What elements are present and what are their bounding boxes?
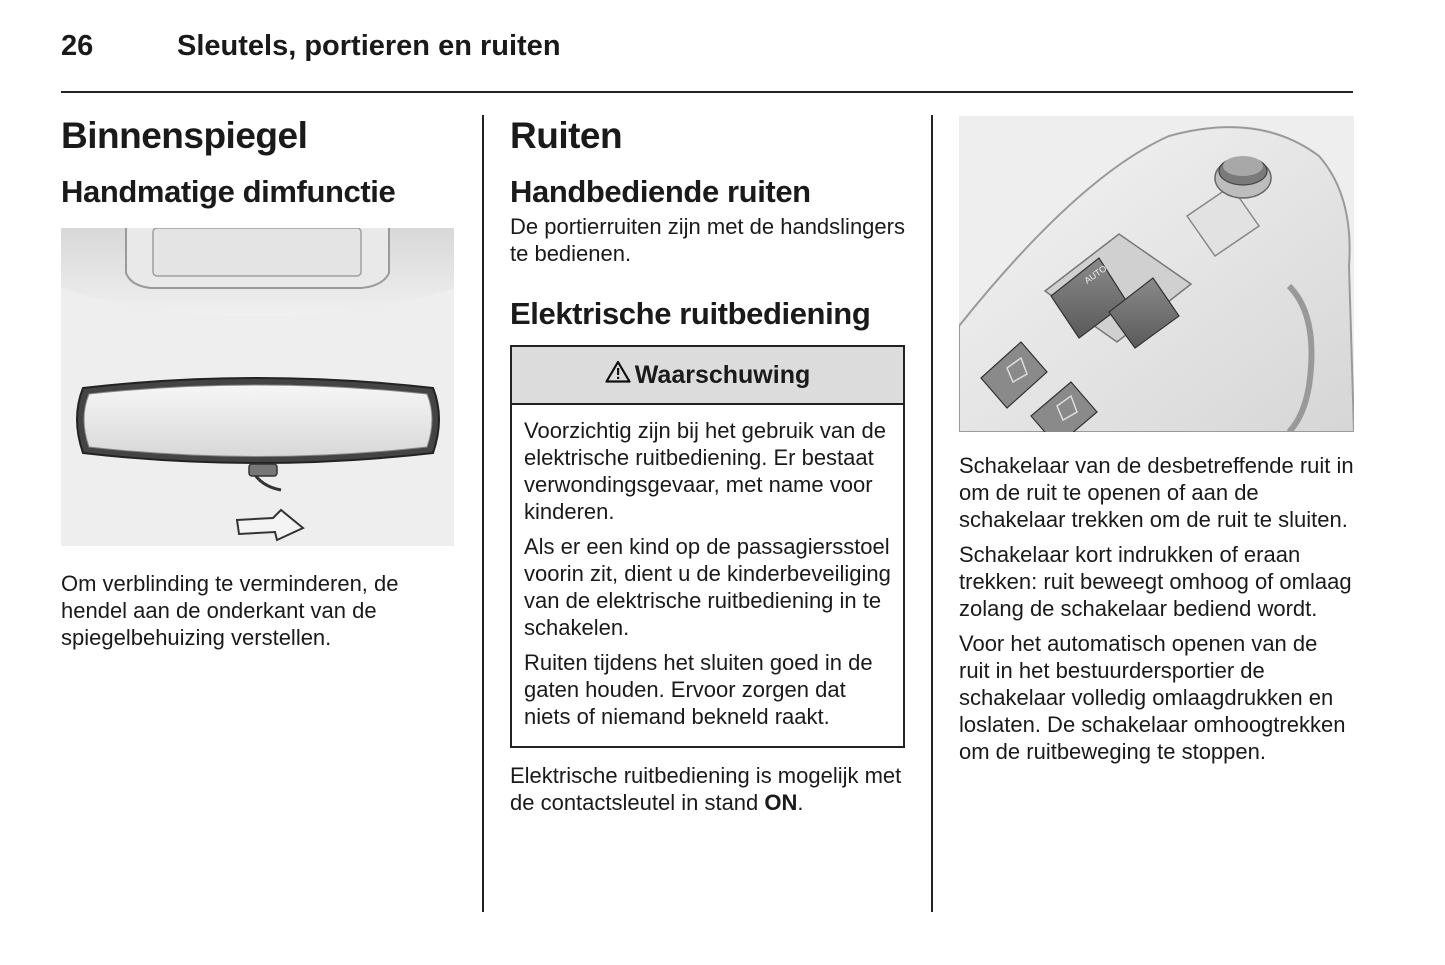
dimfunctie-paragraph: Om verblinding te verminderen, de hendel aan de onderkant van de spiegelbehuizing verstellen.: [61, 571, 399, 650]
page-number: 26: [61, 30, 94, 62]
contactsleutel-text: Elektrische ruitbediening is mogelijk met de contactsleutel in stand: [510, 763, 902, 815]
column-divider-2: [931, 115, 933, 912]
window-switch-panel-illustration: [959, 116, 1354, 432]
contactsleutel-paragraph: [510, 762, 905, 816]
page-header: [61, 30, 561, 63]
handbediende-paragraph: De portierruiten zijn met de handslingers te bedienen.: [510, 214, 905, 266]
subheading-handbediende-ruiten: Handbediende ruiten: [510, 174, 811, 209]
warning-paragraph: Voorzichtig zijn bij het gebruik van de elektrische ruitbediening. Er bestaat verwondingsgevaar, met name voor kinderen.: [524, 418, 886, 524]
warning-header: [512, 347, 903, 405]
column-schakelaar: [959, 114, 1354, 773]
section-heading-binnenspiegel: Binnenspiegel: [61, 115, 308, 156]
schakelaar-paragraph: Schakelaar van de desbetreffende ruit in om de ruit te openen of aan de schakelaar trekken om de ruit te sluiten.: [959, 453, 1354, 532]
warning-triangle-icon: [605, 360, 631, 390]
column-divider-1: [482, 115, 484, 912]
auto-label: AUTO: [1082, 263, 1109, 286]
header-rule: [61, 91, 1353, 93]
contactsleutel-end: .: [797, 790, 804, 815]
subheading-elektrische-ruitbediening: Elektrische ruitbediening: [510, 296, 871, 331]
column-ruiten: [510, 114, 905, 816]
section-title: Sleutels, portieren en ruiten: [177, 30, 561, 62]
warning-paragraph: Ruiten tijdens het sluiten goed in de gaten houden. Ervoor zorgen dat niets of niemand bekneld raakt.: [524, 650, 873, 729]
column-binnenspiegel: [61, 114, 455, 651]
schakelaar-paragraph: Voor het automatisch openen van de ruit in het bestuurdersportier de schakelaar volledig omlaagdrukken en loslaten. De schakelaar omhoogtrekken om de ruitbeweging te stoppen.: [959, 631, 1346, 764]
warning-paragraph: Als er een kind op de passagiersstoel voorin zit, dient u de kinderbeveiliging van de elektrische ruitbediening in te schakelen.: [524, 534, 891, 640]
warning-body: [512, 405, 903, 746]
schakelaar-text: [959, 452, 1354, 765]
subheading-dimfunctie: Handmatige dimfunctie: [61, 174, 396, 209]
ignition-on-label: ON: [764, 790, 798, 815]
schakelaar-paragraph: Schakelaar kort indrukken of eraan trekken: ruit beweegt omhoog of omlaag zolang de schakelaar bediend wordt.: [959, 542, 1352, 621]
warning-box: [510, 345, 905, 748]
rear-view-mirror-illustration: [61, 228, 454, 546]
section-heading-ruiten: Ruiten: [510, 115, 623, 156]
warning-title: Waarschuwing: [634, 360, 811, 389]
